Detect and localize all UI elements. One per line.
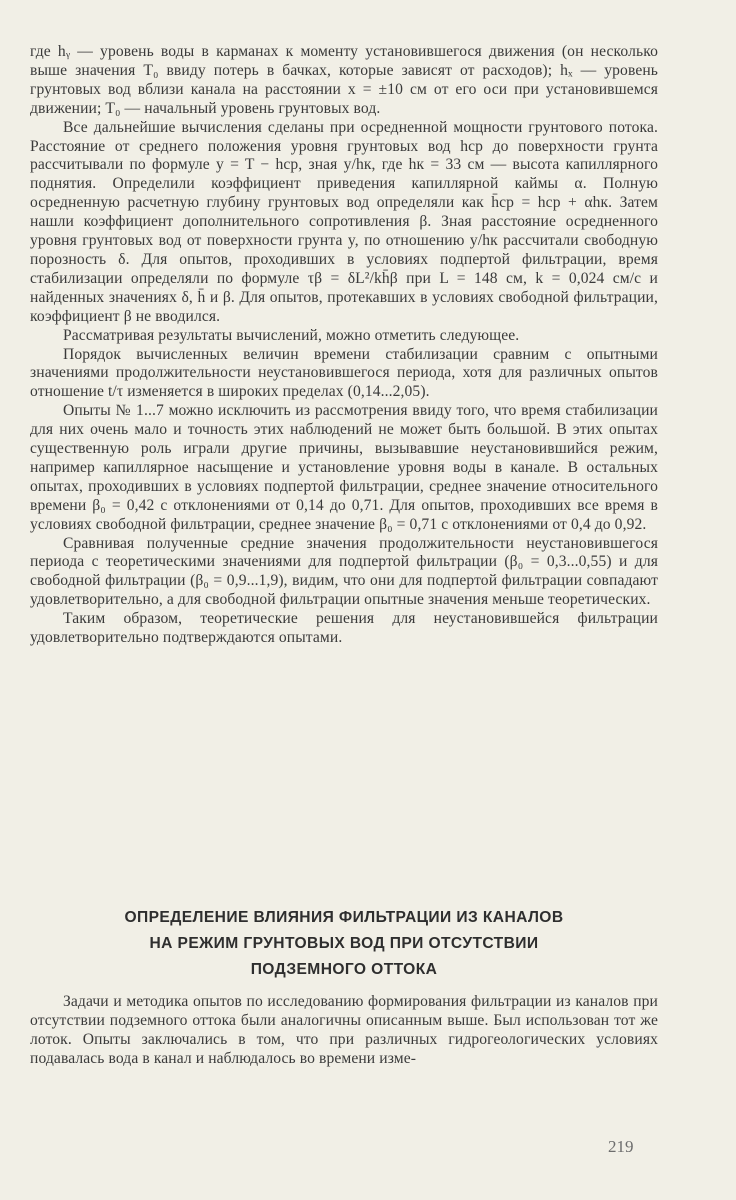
heading-line-3: ПОДЗЕМНОГО ОТТОКА bbox=[250, 961, 438, 978]
heading-line-2: НА РЕЖИМ ГРУНТОВЫХ ВОД ПРИ ОТСУТСТВИИ bbox=[149, 935, 539, 952]
heading-line-1: ОПРЕДЕЛЕНИЕ ВЛИЯНИЯ ФИЛЬТРАЦИИ ИЗ КАНАЛОВ bbox=[124, 909, 564, 926]
paragraph: Все дальнейшие вычисления сделаны при осредненной мощности грунтового потока. Расстояние от среднего положения уровня грунтовых вод hср до поверхности грунта рассчитывали по формуле y = T − hср, зная y/hк, где hк = 33 см — высота капиллярного поднятия. Определили коэффициент приведения капиллярной каймы α. Полную осредненную расчетную глубину грунтовых вод определяли как h̄ср = hср + αhк. Затем нашли коэффициент дополнительного сопротивления β. Зная расстояние осредненного уровня грунтовых вод от поверхности грунта y, по отношению y/hк рассчитали свободную порозность δ. Для опытов, проходивших в условиях подпертой фильтрации, время стабилизации определяли по формуле τβ = δL²/kh̄β при L = 148 см, k = 0,024 см/с и найденных значениях δ, h̄ и β. Для опытов, протекавших в условиях свободной фильтрации, коэффициент β не вводился. bbox=[30, 118, 658, 325]
paragraph: Опыты № 1...7 можно исключить из рассмотрения ввиду того, что время стабилизации для них очень мало и точность этих наблюдений не может быть большой. В этих опытах существенную роль играли другие причины, вызывавшие неустановившийся режим, например капиллярное насыщение и установление уровня воды в канале. В остальных опытах, проходивших в условиях подпертой фильтрации, среднее значение относительного времени β₀ = 0,42 с отклонениями от 0,14 до 0,71. Для опытов, проходивших все время в условиях свободной фильтрации, среднее значение β₀ = 0,71 с отклонениями от 0,4 до 0,92. bbox=[30, 402, 658, 533]
paragraph: Задачи и методика опытов по исследованию формирования фильтрации из каналов при отсутствии подземного оттока были аналогичны описанным выше. Был использован тот же лоток. Опыты заключались в том, что при различных гидрогеологических условиях подавалась вода в канал и наблюдалось во времени изме- bbox=[30, 993, 658, 1067]
body-text-bottom bbox=[30, 993, 658, 1069]
section-heading bbox=[30, 905, 658, 983]
paragraph: Порядок вычисленных величин времени стабилизации сравним с опытными значениями продолжительности неустановившегося периода, хотя для различных опытов отношение t/τ изменяется в широких пределах (0,14...2,05). bbox=[30, 345, 658, 401]
paragraph: Рассматривая результаты вычислений, можно отметить следующее. bbox=[63, 326, 520, 344]
paragraph: где hᵧ — уровень воды в карманах к моменту установившегося движения (он несколько выше значения T₀ ввиду потерь в бачках, которые зависят от расходов); hₓ — уровень грунтовых вод вблизи канала на расстоянии x = ±10 см от его оси при установившемся движении; T₀ — начальный уровень грунтовых вод. bbox=[30, 43, 658, 117]
body-text-top bbox=[30, 43, 658, 648]
page-number: 219 bbox=[608, 1137, 634, 1156]
paragraph: Сравнивая полученные средние значения продолжительности неустановившегося периода с теоретическими значениями для подпертой фильтрации (β₀ = 0,3...0,55) и для свободной фильтрации (β₀ = 0,9...1,9), видим, что они для подпертой фильтрации совпадают удовлетворительно, а для свободной фильтрации опытные значения меньше теоретических. bbox=[30, 534, 658, 609]
paragraph: Таким образом, теоретические решения для неустановившейся фильтрации удовлетворительно подтверждаются опытами. bbox=[30, 610, 658, 647]
